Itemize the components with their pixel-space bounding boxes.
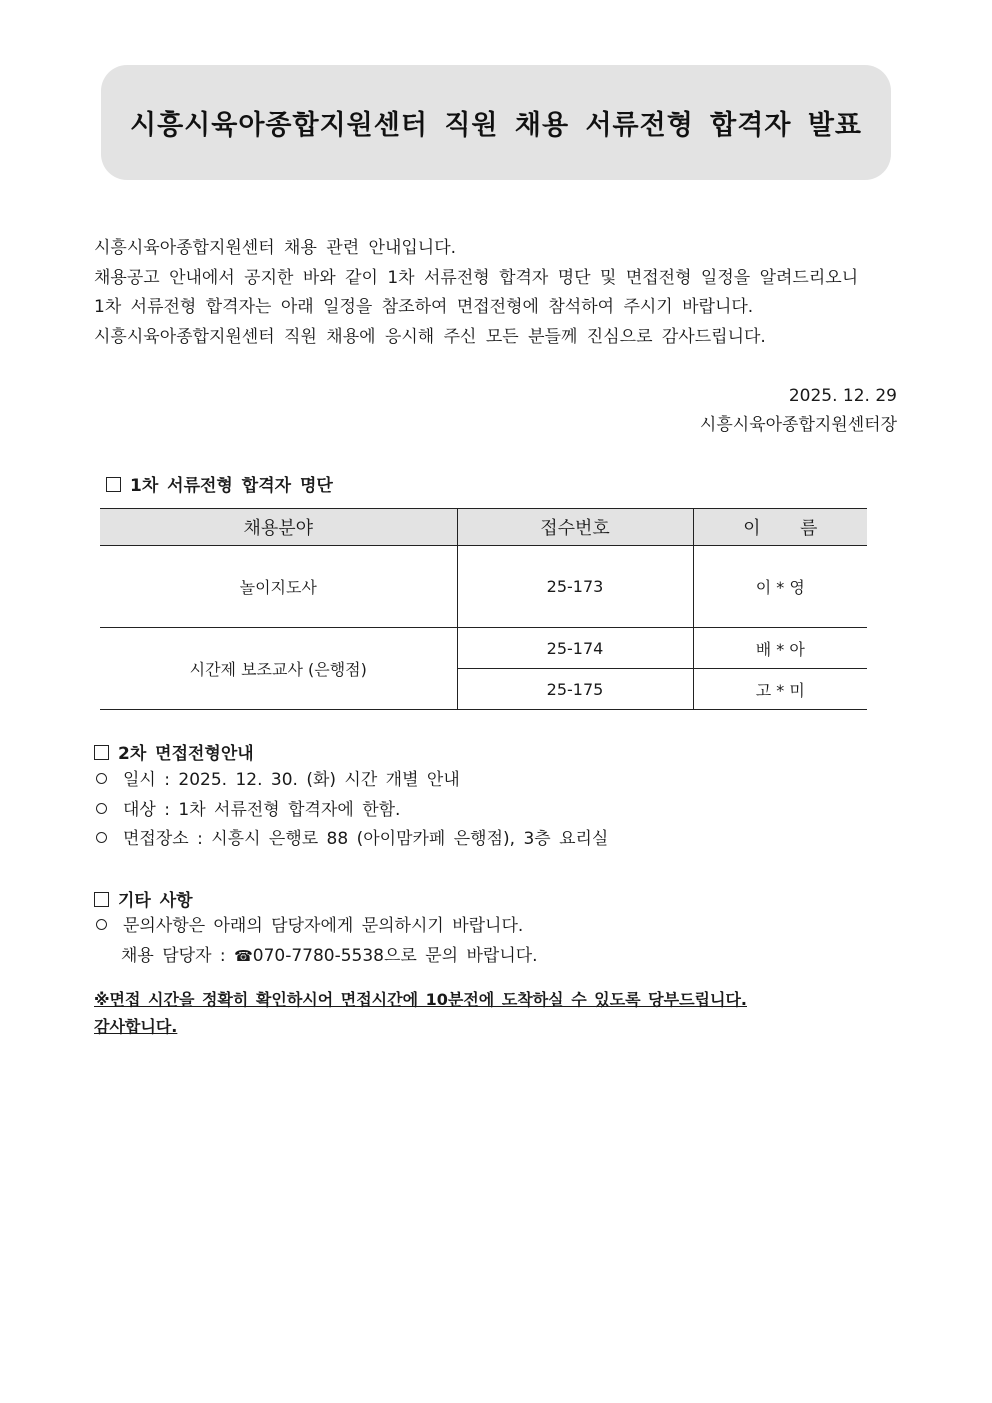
contact-label: 채용 담당자 : xyxy=(121,945,235,966)
name-cell: 배 * 아 xyxy=(693,628,867,669)
section-heading-text: 1차 서류전형 합격자 명단 xyxy=(130,476,333,496)
column-header: 접수번호 xyxy=(457,509,693,546)
name-cell: 이 * 영 xyxy=(693,546,867,628)
page-title: 시흥시육아종합지원센터 직원 채용 서류전형 합격자 발표 xyxy=(130,110,862,141)
issue-date: 2025. 12. 29 xyxy=(788,386,897,406)
intro-line: 시흥시육아종합지원센터 채용 관련 안내입니다. xyxy=(94,238,457,258)
notice-line: 감사합니다. xyxy=(94,1017,178,1036)
contact-line xyxy=(94,942,914,972)
section-heading-text: 2차 면접전형안내 xyxy=(118,744,254,764)
section-heading-results xyxy=(106,471,333,496)
signature-block xyxy=(700,382,897,440)
other-info-list xyxy=(94,912,914,971)
list-item: 문의사항은 아래의 담당자에게 문의하시기 바랍니다. xyxy=(94,912,914,942)
field-cell: 시간제 보조교사 (은행점) xyxy=(100,628,457,710)
intro-paragraph xyxy=(94,234,899,352)
number-cell: 25-174 xyxy=(457,628,693,669)
interview-info-list xyxy=(94,766,914,855)
results-table xyxy=(100,508,867,710)
number-cell: 25-173 xyxy=(457,546,693,628)
circle-bullet-icon xyxy=(96,919,107,930)
notice-line: ※면접 시간을 정확히 확인하시어 면접시간에 10분전에 도착하실 수 있도록 당부드립니다. xyxy=(94,990,747,1009)
column-header: 이 름 xyxy=(693,509,867,546)
section-heading-other xyxy=(94,886,193,911)
section-heading-interview xyxy=(94,739,254,764)
intro-line: 채용공고 안내에서 공지한 바와 같이 1차 서류전형 합격자 명단 및 면접전형 일정을 알려드리오니 xyxy=(94,267,859,288)
section-heading-text: 기타 사항 xyxy=(118,891,193,911)
circle-bullet-icon xyxy=(96,832,107,843)
checkbox-square-icon xyxy=(94,892,109,907)
intro-line: 1차 서류전형 합격자는 아래 일정을 참조하여 면접전형에 참석하여 주시기 바랍니다. xyxy=(94,297,754,317)
issuer: 시흥시육아종합지원센터장 xyxy=(699,415,897,435)
list-item: 대상 : 1차 서류전형 합격자에 한함. xyxy=(94,796,914,826)
contact-text: 070-7780-5538으로 문의 바랍니다. xyxy=(252,945,538,966)
table-header-row xyxy=(100,509,867,546)
number-cell: 25-175 xyxy=(457,669,693,710)
checkbox-square-icon xyxy=(94,745,109,760)
circle-bullet-icon xyxy=(96,803,107,814)
circle-bullet-icon xyxy=(96,773,107,784)
list-item: 면접장소 : 시흥시 은행로 88 (아이맘카페 은행점), 3층 요리실 xyxy=(94,825,914,855)
column-header: 채용분야 xyxy=(100,509,457,546)
checkbox-square-icon xyxy=(106,477,121,492)
title-box xyxy=(101,65,891,180)
name-cell: 고 * 미 xyxy=(693,669,867,710)
field-cell: 놀이지도사 xyxy=(100,546,457,628)
phone-icon: ☎ xyxy=(234,946,253,965)
list-item: 일시 : 2025. 12. 30. (화) 시간 개별 안내 xyxy=(94,766,914,796)
intro-line: 시흥시육아종합지원센터 직원 채용에 응시해 주신 모든 분들께 진심으로 감사드립니다. xyxy=(94,326,766,347)
table-row xyxy=(100,546,867,628)
table-row xyxy=(100,628,867,669)
notice-block xyxy=(94,986,914,1040)
